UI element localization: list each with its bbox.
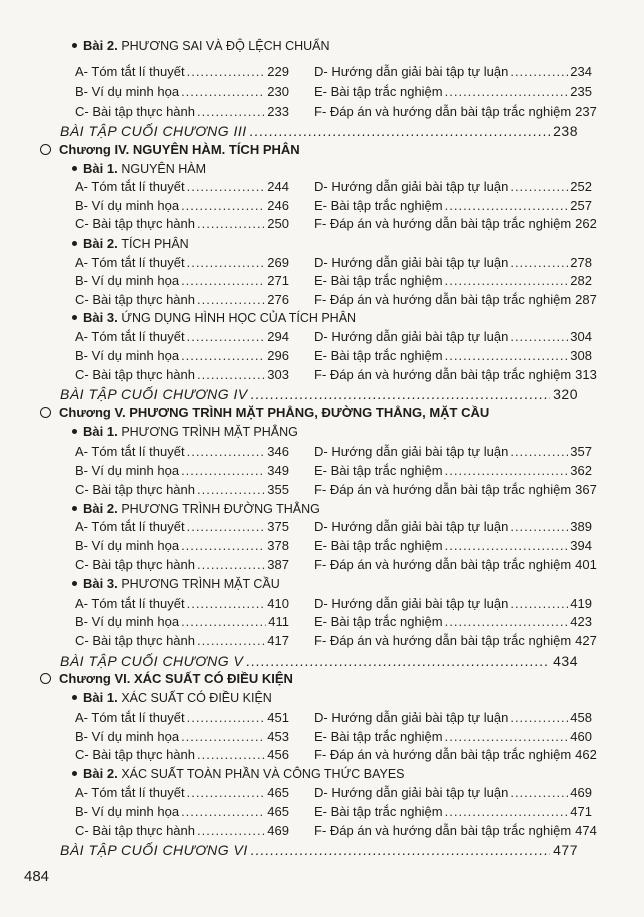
entry-label: F- Đáp án và hướng dẫn bài tập trắc nghiệm (314, 367, 572, 382)
lesson-number: Bài 1. (83, 161, 118, 176)
entry-page: 262 (575, 216, 597, 231)
review-label: BÀI TẬP CUỐI CHƯƠNG IV (60, 386, 248, 402)
dot-leader (187, 253, 266, 273)
entry-label: C- Bài tập thực hành (75, 747, 195, 762)
entry-label: A- Tóm tắt lí thuyết (75, 710, 185, 725)
entry-page: 246 (267, 198, 289, 213)
entry-page: 389 (570, 519, 592, 534)
entry-label: D- Hướng dẫn giải bài tập tự luận (314, 710, 509, 725)
lesson-title: PHƯƠNG TRÌNH ĐƯỜNG THẲNG (121, 502, 320, 516)
lesson-title: ỨNG DỤNG HÌNH HỌC CỦA TÍCH PHÂN (121, 311, 357, 325)
toc-entry[interactable] (314, 555, 597, 575)
dot-leader (445, 82, 569, 102)
toc-entry[interactable] (314, 536, 592, 556)
lesson-heading (72, 574, 280, 594)
entry-label: A- Tóm tắt lí thuyết (75, 329, 185, 344)
entry-label: E- Bài tập trắc nghiệm (314, 273, 443, 288)
entry-label: E- Bài tập trắc nghiệm (314, 538, 443, 553)
lesson-number: Bài 2. (83, 501, 118, 516)
toc-entry[interactable] (314, 594, 592, 614)
bullet-icon (72, 429, 77, 434)
dot-leader (181, 802, 265, 822)
review-page: 238 (553, 123, 578, 139)
toc-entry[interactable] (75, 253, 289, 273)
entry-page: 427 (575, 633, 597, 648)
entry-label: B- Ví dụ minh họa (75, 84, 180, 99)
entry-label: A- Tóm tắt lí thuyết (75, 596, 185, 611)
toc-entry[interactable] (314, 802, 592, 822)
entry-page: 419 (570, 596, 592, 611)
entry-label: D- Hướng dẫn giải bài tập tự luận (314, 444, 509, 459)
toc-entry[interactable] (75, 631, 289, 651)
lesson-number: Bài 2. (83, 236, 118, 251)
entry-page: 410 (267, 596, 289, 611)
lesson-heading (72, 234, 189, 254)
entry-label: C- Bài tập thực hành (75, 482, 195, 497)
chapter-review-entry[interactable] (60, 120, 578, 142)
toc-entry[interactable] (75, 480, 289, 500)
entry-page: 313 (575, 367, 597, 382)
entry-page: 387 (267, 557, 289, 572)
toc-entry[interactable] (314, 177, 592, 197)
entry-page: 465 (267, 785, 289, 800)
dot-leader (445, 271, 569, 291)
entry-page: 401 (575, 557, 597, 572)
dot-leader (197, 631, 265, 651)
entry-page: 230 (267, 84, 289, 99)
dot-leader (197, 821, 265, 841)
review-page: 320 (553, 386, 578, 402)
entry-label: D- Hướng dẫn giải bài tập tự luận (314, 785, 509, 800)
lesson-number: Bài 1. (83, 690, 118, 705)
dot-leader (250, 120, 550, 142)
bullet-icon (72, 695, 77, 700)
lesson-title: PHƯƠNG SAI VÀ ĐỘ LỆCH CHUẨN (121, 39, 330, 53)
dot-leader (197, 480, 265, 500)
entry-page: 250 (267, 216, 289, 231)
bullet-icon (72, 166, 77, 171)
entry-page: 469 (267, 823, 289, 838)
entry-label: B- Ví dụ minh họa (75, 538, 180, 553)
toc-entry[interactable] (75, 612, 289, 632)
entry-page: 244 (267, 179, 289, 194)
lesson-title: TÍCH PHÂN (121, 237, 189, 251)
entry-label: C- Bài tập thực hành (75, 292, 195, 307)
dot-leader (181, 82, 265, 102)
entry-label: A- Tóm tắt lí thuyết (75, 64, 185, 79)
dot-leader (197, 745, 265, 765)
chapter-review-entry[interactable] (60, 383, 578, 405)
lesson-heading (72, 764, 405, 784)
entry-label: B- Ví dụ minh họa (75, 804, 180, 819)
entry-page: 453 (267, 729, 289, 744)
toc-entry[interactable] (314, 365, 597, 385)
dot-leader (187, 517, 266, 537)
entry-label: C- Bài tập thực hành (75, 557, 195, 572)
toc-entry[interactable] (314, 271, 592, 291)
entry-page: 355 (267, 482, 289, 497)
entry-label: C- Bài tập thực hành (75, 823, 195, 838)
review-label: BÀI TẬP CUỐI CHƯƠNG III (60, 123, 247, 139)
entry-page: 271 (267, 273, 289, 288)
toc-entry[interactable] (75, 802, 289, 822)
chapter-heading[interactable] (40, 140, 300, 160)
dot-leader (445, 612, 569, 632)
entry-page: 278 (570, 255, 592, 270)
lesson-title: XÁC SUẤT TOÀN PHẦN VÀ CÔNG THỨC BAYES (121, 767, 405, 781)
entry-label: E- Bài tập trắc nghiệm (314, 348, 443, 363)
toc-entry[interactable] (75, 82, 289, 102)
dot-leader (181, 727, 265, 747)
entry-label: E- Bài tập trắc nghiệm (314, 729, 443, 744)
entry-label: B- Ví dụ minh họa (75, 463, 180, 478)
bullet-icon (72, 43, 77, 48)
entry-label: C- Bài tập thực hành (75, 216, 195, 231)
entry-label: F- Đáp án và hướng dẫn bài tập trắc nghiệm (314, 482, 572, 497)
lesson-heading (72, 422, 298, 442)
entry-label: B- Ví dụ minh họa (75, 273, 180, 288)
circle-bullet-icon (40, 144, 51, 155)
entry-page: 471 (570, 804, 592, 819)
entry-page: 269 (267, 255, 289, 270)
dot-leader (510, 783, 568, 803)
entry-page: 294 (267, 329, 289, 344)
toc-entry[interactable] (75, 327, 289, 347)
entry-label: C- Bài tập thực hành (75, 104, 195, 119)
circle-bullet-icon (40, 673, 51, 684)
entry-page: 362 (570, 463, 592, 478)
entry-page: 378 (267, 538, 289, 553)
entry-label: D- Hướng dẫn giải bài tập tự luận (314, 329, 509, 344)
entry-page: 456 (267, 747, 289, 762)
entry-page: 462 (575, 747, 597, 762)
chapter-heading[interactable] (40, 403, 489, 423)
toc-entry[interactable] (75, 290, 289, 310)
toc-entry[interactable] (314, 727, 592, 747)
entry-page: 417 (267, 633, 289, 648)
entry-label: D- Hướng dẫn giải bài tập tự luận (314, 179, 509, 194)
chapter-number: Chương VI. (59, 671, 131, 686)
toc-entry[interactable] (314, 631, 597, 651)
entry-page: 357 (570, 444, 592, 459)
dot-leader (197, 365, 265, 385)
chapter-heading[interactable] (40, 669, 293, 689)
entry-label: A- Tóm tắt lí thuyết (75, 785, 185, 800)
toc-entry[interactable] (314, 62, 592, 82)
entry-page: 423 (570, 614, 592, 629)
dot-leader (181, 346, 265, 366)
chapter-number: Chương IV. (59, 142, 130, 157)
dot-leader (187, 177, 266, 197)
entry-page: 411 (268, 614, 289, 629)
dot-leader (510, 253, 568, 273)
dot-leader (187, 594, 266, 614)
entry-label: E- Bài tập trắc nghiệm (314, 198, 443, 213)
entry-label: B- Ví dụ minh họa (75, 729, 180, 744)
entry-label: F- Đáp án và hướng dẫn bài tập trắc nghiệm (314, 557, 572, 572)
dot-leader (197, 555, 265, 575)
bullet-icon (72, 581, 77, 586)
dot-leader (445, 346, 569, 366)
entry-label: F- Đáp án và hướng dẫn bài tập trắc nghiệm (314, 823, 572, 838)
toc-entry[interactable] (75, 346, 289, 366)
entry-page: 460 (570, 729, 592, 744)
toc-entry[interactable] (75, 745, 289, 765)
toc-entry[interactable] (75, 594, 289, 614)
entry-label: D- Hướng dẫn giải bài tập tự luận (314, 64, 509, 79)
toc-entry[interactable] (75, 517, 289, 537)
chapter-number: Chương V. (59, 405, 126, 420)
dot-leader (510, 517, 568, 537)
entry-label: D- Hướng dẫn giải bài tập tự luận (314, 519, 509, 534)
entry-label: F- Đáp án và hướng dẫn bài tập trắc nghiệm (314, 633, 572, 648)
entry-page: 234 (570, 64, 592, 79)
dot-leader (187, 327, 266, 347)
entry-page: 451 (267, 710, 289, 725)
dot-leader (181, 271, 265, 291)
bullet-icon (72, 315, 77, 320)
toc-entry[interactable] (75, 708, 289, 728)
bullet-icon (72, 771, 77, 776)
dot-leader (510, 62, 568, 82)
review-label: BÀI TẬP CUỐI CHƯƠNG VI (60, 842, 248, 858)
page-number: 484 (24, 868, 50, 885)
bullet-icon (72, 506, 77, 511)
toc-entry[interactable] (75, 214, 289, 234)
entry-page: 465 (267, 804, 289, 819)
entry-page: 229 (267, 64, 289, 79)
toc-entry[interactable] (314, 290, 597, 310)
toc-entry[interactable] (314, 480, 597, 500)
toc-entry[interactable] (75, 461, 289, 481)
lesson-number: Bài 2. (83, 38, 118, 53)
entry-page: 235 (570, 84, 592, 99)
dot-leader (187, 62, 266, 82)
entry-label: B- Ví dụ minh họa (75, 348, 180, 363)
entry-page: 394 (570, 538, 592, 553)
lesson-title: XÁC SUẤT CÓ ĐIỀU KIỆN (121, 691, 272, 705)
toc-entry[interactable] (314, 821, 597, 841)
entry-page: 304 (570, 329, 592, 344)
entry-page: 287 (575, 292, 597, 307)
dot-leader (251, 839, 550, 861)
entry-page: 233 (267, 104, 289, 119)
toc-entry[interactable] (75, 62, 289, 82)
lesson-heading (72, 308, 356, 328)
lesson-title: PHƯƠNG TRÌNH MẶT PHẲNG (121, 425, 298, 439)
entry-page: 257 (570, 198, 592, 213)
lesson-heading (72, 36, 330, 56)
entry-page: 458 (570, 710, 592, 725)
review-label: BÀI TẬP CUỐI CHƯƠNG V (60, 653, 244, 669)
entry-page: 296 (267, 348, 289, 363)
toc-entry[interactable] (75, 196, 289, 216)
review-page: 434 (553, 653, 578, 669)
toc-entry[interactable] (314, 196, 592, 216)
toc-entry[interactable] (75, 365, 289, 385)
toc-entry[interactable] (75, 555, 289, 575)
toc-entry[interactable] (314, 442, 592, 462)
dot-leader (445, 536, 569, 556)
entry-label: B- Ví dụ minh họa (75, 198, 180, 213)
entry-label: A- Tóm tắt lí thuyết (75, 255, 185, 270)
toc-entry[interactable] (314, 461, 592, 481)
dot-leader (510, 177, 568, 197)
entry-page: 276 (267, 292, 289, 307)
toc-entry[interactable] (314, 517, 592, 537)
toc-entry[interactable] (314, 783, 592, 803)
dot-leader (445, 196, 569, 216)
lesson-heading (72, 159, 206, 179)
toc-entry[interactable] (314, 102, 597, 122)
dot-leader (181, 536, 265, 556)
entry-label: E- Bài tập trắc nghiệm (314, 84, 443, 99)
entry-label: B- Ví dụ minh họa (75, 614, 180, 629)
toc-entry[interactable] (75, 177, 289, 197)
chapter-title: XÁC SUẤT CÓ ĐIỀU KIỆN (134, 671, 293, 686)
dot-leader (197, 102, 265, 122)
dot-leader (181, 461, 265, 481)
toc-entry[interactable] (314, 708, 592, 728)
entry-page: 367 (575, 482, 597, 497)
entry-page: 346 (267, 444, 289, 459)
entry-label: E- Bài tập trắc nghiệm (314, 463, 443, 478)
toc-entry[interactable] (75, 727, 289, 747)
entry-page: 237 (575, 104, 597, 119)
dot-leader (187, 442, 266, 462)
entry-label: F- Đáp án và hướng dẫn bài tập trắc nghiệm (314, 292, 572, 307)
entry-label: E- Bài tập trắc nghiệm (314, 614, 443, 629)
toc-entry[interactable] (314, 612, 592, 632)
entry-page: 303 (267, 367, 289, 382)
dot-leader (197, 290, 265, 310)
toc-entry[interactable] (75, 783, 289, 803)
entry-page: 308 (570, 348, 592, 363)
dot-leader (445, 802, 569, 822)
entry-page: 282 (570, 273, 592, 288)
lesson-heading (72, 499, 320, 519)
dot-leader (510, 442, 568, 462)
toc-entry[interactable] (75, 271, 289, 291)
circle-bullet-icon (40, 407, 51, 418)
bullet-icon (72, 241, 77, 246)
entry-label: A- Tóm tắt lí thuyết (75, 179, 185, 194)
entry-label: E- Bài tập trắc nghiệm (314, 804, 443, 819)
entry-page: 474 (575, 823, 597, 838)
toc-entry[interactable] (314, 82, 592, 102)
entry-label: D- Hướng dẫn giải bài tập tự luận (314, 255, 509, 270)
toc-entry[interactable] (75, 536, 289, 556)
toc-entry[interactable] (314, 214, 597, 234)
dot-leader (181, 612, 266, 632)
entry-label: A- Tóm tắt lí thuyết (75, 444, 185, 459)
toc-entry[interactable] (314, 327, 592, 347)
lesson-title: PHƯƠNG TRÌNH MẶT CẦU (121, 577, 280, 591)
lesson-number: Bài 3. (83, 576, 118, 591)
entry-page: 349 (267, 463, 289, 478)
dot-leader (251, 383, 550, 405)
dot-leader (187, 783, 266, 803)
dot-leader (510, 327, 568, 347)
lesson-number: Bài 1. (83, 424, 118, 439)
entry-label: F- Đáp án và hướng dẫn bài tập trắc nghiệm (314, 216, 572, 231)
dot-leader (510, 594, 568, 614)
entry-page: 469 (570, 785, 592, 800)
lesson-number: Bài 3. (83, 310, 118, 325)
entry-label: C- Bài tập thực hành (75, 367, 195, 382)
toc-entry[interactable] (75, 821, 289, 841)
lesson-number: Bài 2. (83, 766, 118, 781)
toc-entry[interactable] (314, 346, 592, 366)
lesson-heading (72, 688, 272, 708)
toc-entry[interactable] (314, 745, 597, 765)
toc-entry[interactable] (75, 102, 289, 122)
entry-label: C- Bài tập thực hành (75, 633, 195, 648)
dot-leader (510, 708, 568, 728)
entry-label: F- Đáp án và hướng dẫn bài tập trắc nghiệm (314, 747, 572, 762)
entry-page: 252 (570, 179, 592, 194)
chapter-title: NGUYÊN HÀM. TÍCH PHÂN (132, 142, 300, 157)
entry-label: D- Hướng dẫn giải bài tập tự luận (314, 596, 509, 611)
entry-label: F- Đáp án và hướng dẫn bài tập trắc nghiệm (314, 104, 572, 119)
dot-leader (181, 196, 265, 216)
chapter-title: PHƯƠNG TRÌNH MẶT PHẲNG, ĐƯỜNG THẲNG, MẶT CẦU (129, 405, 490, 420)
dot-leader (197, 214, 265, 234)
toc-entry[interactable] (75, 442, 289, 462)
entry-label: A- Tóm tắt lí thuyết (75, 519, 185, 534)
toc-entry[interactable] (314, 253, 592, 273)
chapter-review-entry[interactable] (60, 839, 578, 861)
dot-leader (445, 461, 569, 481)
dot-leader (187, 708, 266, 728)
lesson-title: NGUYÊN HÀM (121, 162, 207, 176)
entry-page: 375 (267, 519, 289, 534)
review-page: 477 (553, 842, 578, 858)
dot-leader (445, 727, 569, 747)
